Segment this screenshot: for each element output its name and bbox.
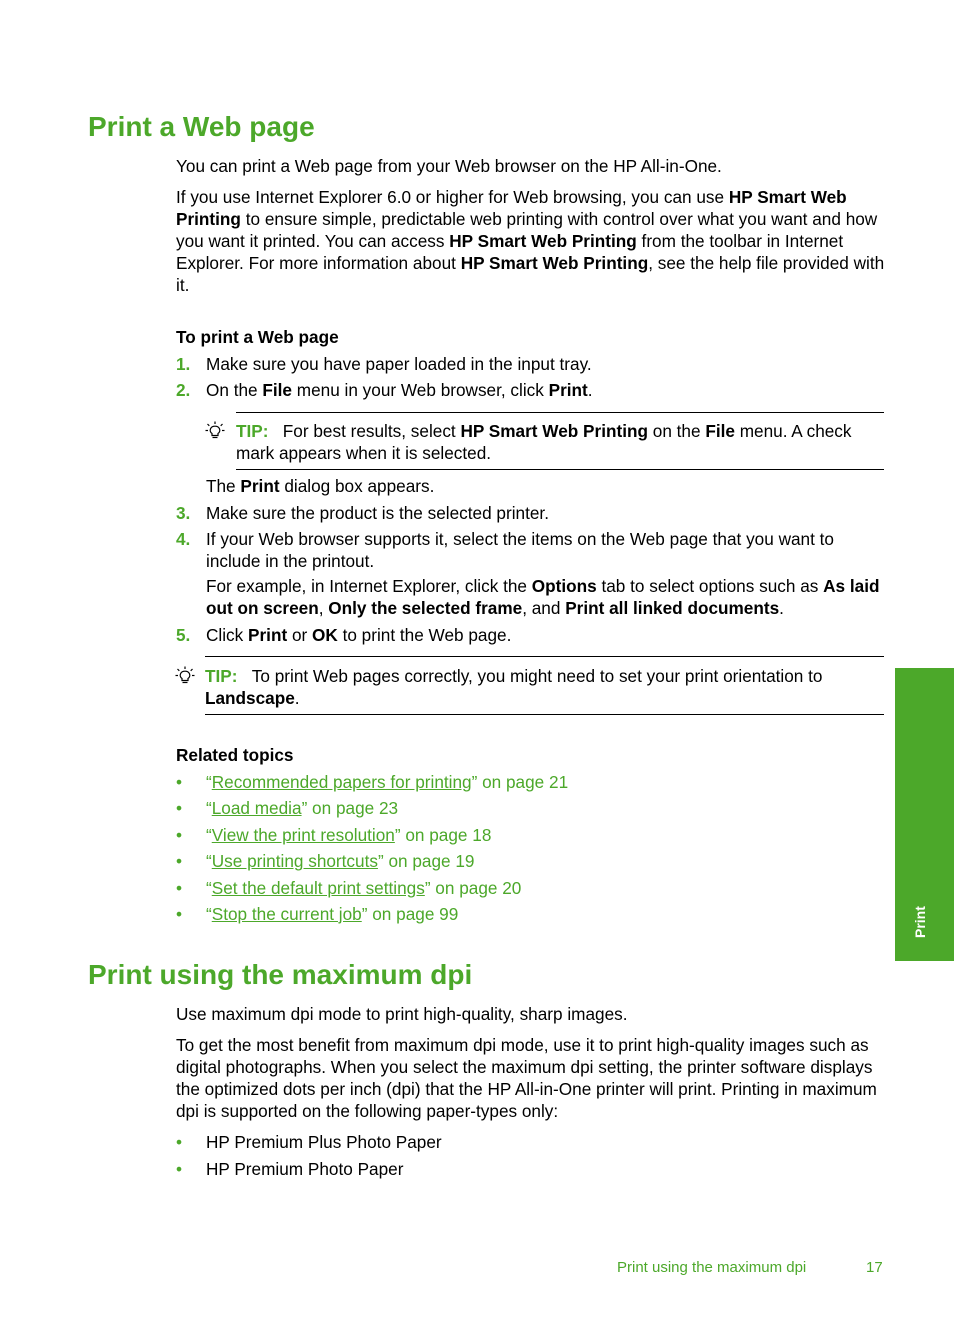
text-run: on the	[647, 421, 706, 441]
quote: “	[206, 878, 212, 898]
page-reference: ” on page 21	[471, 772, 569, 792]
paper-type-text: HP Premium Plus Photo Paper	[206, 1132, 442, 1152]
page-reference: ” on page 23	[301, 798, 399, 818]
related-topic-text	[206, 850, 474, 872]
procedure-title: To print a Web page	[176, 327, 339, 347]
text-run: Click	[206, 625, 249, 645]
bullet-marker: •	[176, 1132, 183, 1152]
page-reference: ” on page 19	[377, 851, 475, 871]
related-topic-text	[206, 824, 491, 846]
options-example-paragraph	[206, 575, 886, 619]
step-number: 5.	[176, 625, 191, 645]
text-run: or	[287, 625, 313, 645]
quote: “	[206, 851, 212, 871]
text-run: .	[779, 598, 784, 618]
bold-run: OK	[312, 625, 338, 645]
bold-run: File	[705, 421, 735, 441]
text-run: menu. A check mark appears when it is selected.	[236, 421, 852, 463]
section-title-maximum-dpi: Print using the maximum dpi	[88, 959, 473, 990]
chapter-side-tab-label: Print	[912, 906, 928, 938]
text-run: On the	[206, 380, 263, 400]
paper-type-text: HP Premium Photo Paper	[206, 1159, 404, 1179]
text-run: , and	[522, 598, 566, 618]
text-run: dialog box appears.	[279, 476, 435, 496]
page-reference: ” on page 20	[424, 878, 522, 898]
related-topic-link[interactable]: Stop the current job	[211, 904, 362, 924]
text-run: to print the Web page.	[337, 625, 512, 645]
bold-run: File	[262, 380, 292, 400]
bullet-marker: •	[176, 798, 183, 818]
text-run: To print Web pages correctly, you might need to set your print orientation to	[251, 666, 823, 686]
page-reference: ” on page 99	[361, 904, 459, 924]
related-topic-text	[206, 903, 458, 925]
step-text: Make sure the product is the selected printer.	[206, 503, 549, 523]
page-reference: ” on page 18	[394, 825, 492, 845]
chapter-side-tab	[895, 668, 954, 961]
text-run: .	[587, 380, 593, 400]
tip-box-smart-web-printing	[236, 412, 884, 470]
bullet-marker: •	[176, 904, 183, 924]
bold-run: Print	[548, 380, 588, 400]
related-topic-link[interactable]: Use printing shortcuts	[211, 851, 378, 871]
step-number: 4.	[176, 529, 191, 549]
intro-paragraph: You can print a Web page from your Web browser on the HP All-in-One.	[176, 156, 722, 176]
related-topic-link[interactable]: View the print resolution	[211, 825, 395, 845]
bold-run: HP Smart Web Printing	[449, 231, 637, 251]
related-topic-link[interactable]: Recommended papers for printing	[211, 772, 472, 792]
bold-run: Print	[248, 625, 288, 645]
lightbulb-icon	[205, 421, 225, 441]
related-topic-text	[206, 877, 521, 899]
lightbulb-icon	[175, 666, 195, 686]
text-run: For best results, select	[282, 421, 461, 441]
bold-run: Only the selected frame	[328, 598, 523, 618]
footer-section-name: Print using the maximum dpi	[617, 1259, 807, 1276]
bullet-marker: •	[176, 851, 183, 871]
step-text	[206, 379, 886, 401]
text-run: ,	[318, 598, 329, 618]
step-text: If your Web browser supports it, select the items on the Web page that you want to include in the printout.	[206, 529, 834, 571]
step-number: 2.	[176, 380, 191, 400]
related-topics-title: Related topics	[176, 745, 294, 765]
tip-label: TIP:	[236, 421, 269, 441]
bullet-marker: •	[176, 1159, 183, 1179]
text-run: The	[206, 476, 241, 496]
text-run: from the toolbar in Internet Explorer. For more information about	[176, 231, 844, 273]
quote: “	[206, 825, 212, 845]
text-run: menu in your Web browser, click	[291, 380, 549, 400]
bold-run: HP Smart Web Printing	[176, 187, 847, 229]
tip-box-landscape	[205, 656, 884, 715]
related-topic-text	[206, 797, 398, 819]
quote: “	[206, 904, 212, 924]
bold-run: As laid out on screen	[206, 576, 880, 618]
smart-web-printing-paragraph	[176, 186, 886, 296]
tip-text	[236, 420, 884, 464]
related-topic-text	[206, 771, 568, 793]
text-run: .	[294, 688, 300, 708]
text-run: tab to select options such as	[596, 576, 824, 596]
quote: “	[206, 798, 212, 818]
text-run: For example, in Internet Explorer, click the	[206, 576, 532, 596]
bold-run: Options	[531, 576, 597, 596]
dialog-appears-note	[206, 475, 886, 497]
bold-run: HP Smart Web Printing	[460, 253, 649, 273]
text-run: to ensure simple, predictable web printing with control over what you want and how you want it printed. You can access	[176, 209, 878, 251]
tip-text	[205, 665, 884, 709]
related-topic-link[interactable]: Set the default print settings	[211, 878, 425, 898]
text-run: , see the help file provided with it.	[176, 253, 885, 295]
text-run: If you use Internet Explorer 6.0 or higher for Web browsing, you can use	[176, 187, 729, 207]
bold-run: Print	[240, 476, 280, 496]
quote: “	[206, 772, 212, 792]
step-text: Make sure you have paper loaded in the input tray.	[206, 354, 592, 374]
section-title-print-web-page: Print a Web page	[88, 111, 315, 142]
step-number: 3.	[176, 503, 191, 523]
max-dpi-intro: Use maximum dpi mode to print high-quality, sharp images.	[176, 1004, 628, 1024]
bullet-marker: •	[176, 772, 183, 792]
bullet-marker: •	[176, 878, 183, 898]
max-dpi-paragraph: To get the most benefit from maximum dpi mode, use it to print high-quality images such as digital photographs. When you select the maximum dpi setting, the printer software displays the optimized dots per inch (dpi) that the HP All-in-One printer will print. Printing in maximum dpi is supported on the following paper-types only:	[176, 1035, 877, 1121]
bold-run: HP Smart Web Printing	[460, 421, 648, 441]
step-number: 1.	[176, 354, 191, 374]
tip-label: TIP:	[205, 666, 238, 686]
step-text	[206, 624, 886, 646]
related-topic-link[interactable]: Load media	[211, 798, 302, 818]
bold-run: Print all linked documents	[565, 598, 780, 618]
bullet-marker: •	[176, 825, 183, 845]
bold-run: Landscape	[205, 688, 295, 708]
footer-page-number: 17	[866, 1259, 883, 1276]
